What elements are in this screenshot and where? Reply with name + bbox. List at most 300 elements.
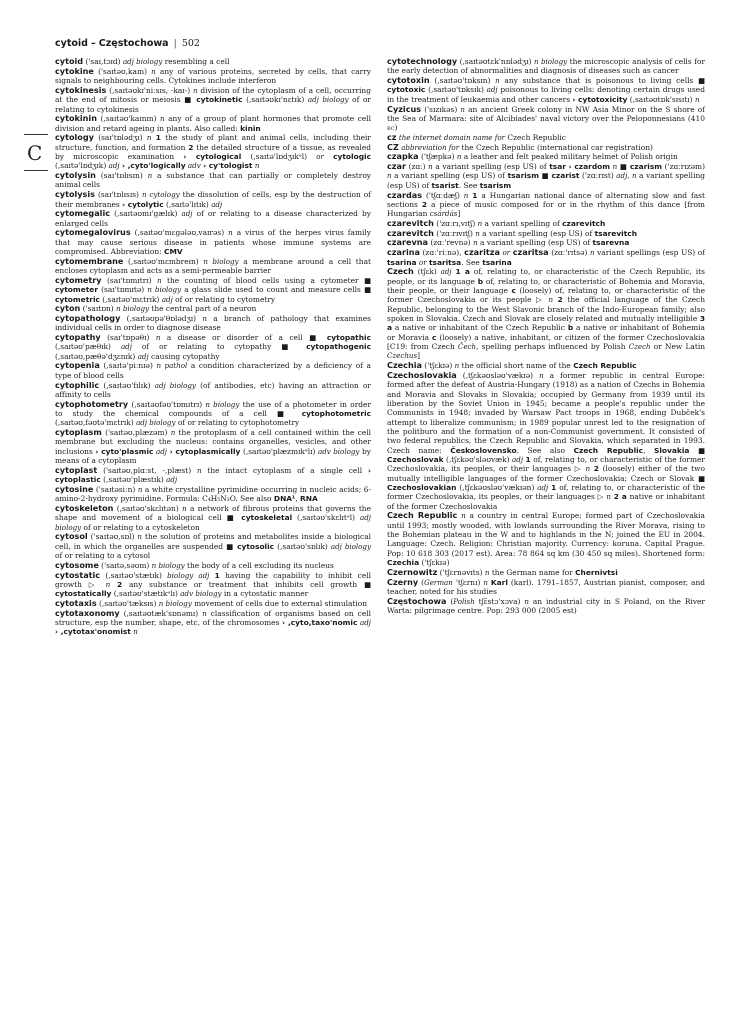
definition-text: (tʃɛk) [413,267,441,277]
bold-term: ■ cytophotometric [276,408,371,418]
definition-text: movement of cells due to external stimulation [191,598,368,608]
bold-term: Československo [450,445,517,455]
label: adj [137,351,149,361]
definition-text: the solution of proteins and metabolites inside a biological cell, in which the organelles are suspended [55,532,372,551]
definition-text: a membrane around a cell that encloses cytoplasm and acts as a semi-permeable barrier [55,256,371,276]
label: adj biology [55,513,371,532]
headword: cytopathy [55,332,101,343]
label: adj, n [616,171,637,181]
definition-text: (zɑː'riːnə), [419,248,465,258]
definition-text: (,saɪtəʊfəʊ'tɒmɪtrɪ) [128,399,206,409]
label: adj [156,446,168,456]
label: n biology [151,560,185,570]
definition-text: ('tʃɛkɪə) [421,361,455,371]
label: or [316,152,324,161]
definition-text: the protoplasm of a cell contained within the cell membrane but excluding the nucleus: contains organelles, vesicles, and other inclusions [55,428,371,456]
bold-term: 2 [557,295,563,305]
dictionary-entry [55,381,371,400]
headword: cytotechnology [387,56,458,66]
definition-text: ('saɪtəʊ,sɒl) [87,532,138,542]
label: n [524,596,529,606]
headword: Czech [387,266,414,277]
definition-text: of or relating to a disease characterized by enlarged cells [55,209,371,228]
definition-text: a glass slide used to count and measure cells [181,285,364,295]
definition-text: (,saɪtəʊ'tɒksɪn) [429,76,496,86]
dictionary-entry [55,133,371,170]
definition-text: (,saɪtəʊ'plæzmɪkᵊlɪ) [240,446,318,456]
label: adj biology [154,380,196,390]
left-column [55,57,371,637]
label: adv biology [318,446,360,456]
headword: cytotoxin [387,75,430,86]
definition-text: (zɑː) [405,162,429,172]
dictionary-entry [387,597,705,616]
label: n [694,94,700,104]
definition-text: (,tʃɛkəʊsləʊ'vækɪə) [456,370,540,380]
definition-text: (,saɪtəʊtɒk'sɪsɪtɪ) [627,94,695,104]
bold-term: ■ cytotoxic [387,76,705,95]
bold-term: CMV [164,247,183,256]
definition-text: of or relating to cytometry [172,294,276,304]
definition-text: a substance that can partially or completely destroy animal cells [55,171,371,190]
definition-text: a condition characterized by a deficiency of a type of blood cells [55,361,371,380]
label: n [585,464,591,474]
definition-text: (,saɪtə'lɒdʒɪk) [55,161,109,171]
definition-text: ('saɪtəʊ,plæzəm) [101,428,171,438]
definition-text: any substance or treatment that inhibits cell growth [122,579,364,589]
headword: cytoid [55,56,84,66]
definition-text: ('saɪtəsiːn) [93,484,138,494]
bold-term: cytologic [333,152,371,161]
definition-text: (,saɪtəʊ'mɛmbreɪn) [123,256,204,266]
definition-text: of or relating to cytophotometry [175,418,300,428]
bold-term: DNA¹ [273,494,296,504]
label: n [477,218,483,228]
dictionary-entry [55,428,371,465]
bold-term: ■ cytostatically [55,579,371,599]
headword: cytopenia [55,360,100,371]
headword: cytokinesis [55,84,107,95]
definition-text: of, relating to, or characteristic of the Czech Republic, its people, or its language [387,267,705,286]
dictionary-entry [387,568,705,577]
definition-text: ('tʃæpkə) [418,152,457,162]
definition-text: an industrial city in S Poland, on the River Warta: pilgrimage centre. Pop: 293 000 (2005 est) [387,596,705,615]
definition-text: or New Latin [650,342,705,351]
label: adj biology [307,95,349,105]
label: adj [512,454,524,464]
definition-text: resembling a cell [162,57,230,66]
dictionary-entry [55,504,371,532]
dictionary-entry [387,229,705,238]
header-last-word: Częstochowa [98,38,169,49]
definition-text: (loosely) either of the two mutually intelligible languages of the former Czechoslovakia; Czech or Slovak [387,464,705,483]
label: n [146,133,152,143]
dictionary-entry [387,191,705,219]
bold-term: RNA [300,494,318,504]
headword: cytomembrane [55,255,124,266]
bold-term: czarevitch [562,218,606,228]
headword: cytology [55,132,94,143]
bold-term: ■ czarist [541,171,580,181]
label: adj [161,294,173,304]
label: adv [187,161,201,171]
label: adj [537,482,549,492]
headword: Czernowitz [387,566,438,577]
definition-text: a variant spelling (esp US) of [479,228,595,238]
definition-text: a variant spelling (esp US) of [391,171,508,181]
dictionary-entry [387,76,705,104]
definition-text: poisonous to living cells: denoting certain drugs used in the treatment of leukaemia and other cancers [387,85,705,104]
definition-text: ] [417,351,421,361]
bold-term: Czechia [387,558,420,568]
definition-text: a variant spelling of [482,218,563,228]
definition-text: . See [461,257,483,267]
headword: cytometry [55,274,102,285]
definition-text: (,saɪtəʊkɪ'niːsɪs, -kaɪ-) [106,85,193,95]
label: n [182,503,187,513]
bold-term: ■ cytoskeletal [226,513,293,523]
headword: cytomegalic [55,208,111,219]
label: adj biology [136,418,176,428]
label: n biology [203,256,239,266]
definition-text: a native or inhabitant of the Czech Republic [392,323,568,333]
label: adj [486,85,498,95]
headword: czapka [387,151,419,162]
headword: cytopathology [55,312,121,323]
dictionary-entry [55,114,371,133]
dictionary-entry [387,152,705,161]
label: n [548,295,554,305]
headword: cytostatic [55,569,101,580]
definition-text: (,saɪtə'lɪtɪk) [163,199,212,209]
definition-text: a branch of pathology that examines individual cells in order to diagnose disease [55,313,371,333]
definition-text: a variant spelling (esp US) of [432,162,550,172]
bold-term: ■ cytopathic [309,333,371,343]
bold-term: 1 [155,133,161,143]
headword: cytolysis [55,189,95,200]
dictionary-entry [387,133,705,142]
bold-term: b [477,276,484,286]
definition-text: causing cytopathy [148,351,220,361]
label: n cytology [141,190,180,200]
definition-text: (,saɪtəʊ'plæstɪk) [100,475,167,485]
definition-text: (saɪ'tɒmɪtə) [97,285,148,295]
headword: cytokine [55,65,94,76]
definition-text: the microscopic analysis of cells for the early detection of abnormalities and diagnosis of diseases such as cancer [387,57,706,76]
bold-term: ■ cytometric [55,285,371,304]
letter-tab-rule-top [24,134,48,135]
bold-term: Chernivtsi [575,567,618,577]
label: adj [181,209,193,219]
definition-text: ('saɪtə,səʊm) [98,560,152,570]
label: n [606,492,611,502]
bold-term: 1 [472,190,478,200]
dictionary-entry [55,171,371,190]
label: adj [120,342,132,352]
label: n [170,428,176,438]
headword: CZ [387,141,399,152]
label: n biology [534,57,568,66]
label: n [202,313,207,323]
definition-text: (zɑː'revnə) [427,238,474,248]
definition-text: (,saɪtəʊ'pæθɪk) [55,342,121,352]
definition-text: ('tʃɛkɪə) [419,558,450,568]
dictionary-entry [55,609,371,637]
definition-text: any of various proteins, secreted by cells, that carry signals to neighbouring cells. Cytokines include interferon [55,66,371,86]
bold-term: › ,cytotax'onomist [55,627,131,637]
definition-text: a native or inhabitant of Bohemia or Moravia [387,323,705,342]
definition-text: a disease or disorder of a cell [160,333,310,343]
definition-text: ('sɪzɪkəs) [421,104,461,114]
dictionary-entry [55,466,371,485]
headword: czar [387,161,406,172]
bold-term: 1 [214,570,220,580]
definition-text: of or relating to cytopathy [131,342,282,352]
label: n [228,228,233,238]
definition-text: Czech Republic [505,132,566,142]
bold-term: tsaritsa [428,257,462,267]
label: adj [108,161,120,171]
dictionary-entry [55,532,371,560]
definition-text: (,saɪtəʊ'kaɪnɪn) [96,114,161,124]
headword: cytomegalovirus [55,227,131,238]
definition-text: (zɑː'rɪtsə) [548,248,590,258]
header-separator: | [173,38,177,49]
definition-text: any substance that is poisonous to living cells [499,76,698,86]
headword: czarevitch [387,227,434,238]
definition-text: (,saɪtə'piːnɪə) [99,361,157,371]
label: n [428,162,433,172]
label: n [539,370,544,380]
definition-text: of, relating to, or characteristic of the former Czechoslovakia, its peoples, or their languages ▷ [387,482,705,502]
bold-term: ■ cytosolic [226,541,275,551]
headword: cz [387,131,397,142]
label: Czech [628,342,651,351]
header-dash: – [90,38,96,49]
label: n biology [116,304,150,314]
definition-text: division of the cytoplasm of a cell, occurring at the end of mitosis or meiosis [55,85,371,105]
bold-term: 2 a [613,492,627,502]
definition-text: ('zɑːrɪzəm) [662,162,705,172]
definition-text [689,446,698,455]
label: n biology [158,598,192,608]
label: n [473,238,478,248]
label: n [202,608,207,618]
bold-term: › cyto'plasmic [95,446,154,456]
definition-text: (saɪ'tɒlɪsɪn) [95,171,148,181]
definition-text: ) [394,123,398,133]
bold-term: Czech Republic [573,445,644,455]
headword: Czerny [387,576,419,587]
definition-text: the German name for [489,567,576,577]
bold-term: tsarist [431,180,459,190]
bold-term: 2 [421,199,428,209]
header-first-word: cytoid [55,38,88,49]
label: adj [360,618,371,628]
definition-text: (,saɪtəʊ,pæθə'dʒɛnɪk) [55,351,138,361]
bold-term: ■ czarism [619,162,663,172]
label: n [589,248,595,258]
label: n [196,465,202,475]
definition-text: classification of organisms based on cell structure, esp the number, shape, etc, of the chromosomes [55,608,372,628]
label: adj [166,475,178,485]
bold-term: tsar [549,162,566,172]
definition-text: of or relating to a cytoskeleton [81,522,200,532]
definition-text: (,saɪtəʊ'stætɪk) [100,570,168,580]
headword: Czechia [387,360,422,371]
small-caps: bc [387,123,395,133]
definition-text: variant spellings (esp US) of [594,248,706,258]
definition-text: (,saɪtəʊ'fɪlɪk) [99,380,155,390]
dictionary-entry [55,276,371,304]
label: abbreviation for [401,142,460,152]
bold-term: b [567,323,574,333]
label: n [133,627,138,637]
definition-text: , [295,494,301,504]
definition-text: the dissolution of cells, esp by the destruction of their membranes [55,190,372,209]
label: adj [440,267,452,277]
definition-text: (saɪ'tɒpəθɪ) [100,333,156,343]
definition-text: (,saɪtəʊ'tɒksɪk) [425,85,487,95]
dictionary-entry [387,57,705,76]
bold-term: tsarina [482,257,512,267]
definition-text: a variant spelling (esp US) of [477,238,593,248]
dictionary-entry [387,371,705,511]
definition-text: by means of a cytoplasm [55,446,371,466]
definition-text: (,saɪtə'lɒdʒɪkᵊl) [241,152,317,161]
definition-text: ( [418,577,425,587]
label: adj biology [330,541,371,551]
headword: cytosol [55,531,88,542]
dictionary-entry [387,105,705,133]
label: n [463,190,469,200]
dictionary-entry [55,400,371,428]
definition-text: the official language of the Czech Republic, belonging to the West Slavonic branch of the Indo-European family; also spoken in Slovakia. Czech and Slovak are closely related and mutually intelligible [387,295,705,323]
definition-text: of or relating to cytokinesis [55,95,371,114]
bold-term: tsarism [479,180,512,190]
definition-text: having the capability to inhibit cell growth ▷ [55,570,371,589]
label: adv biology [180,589,222,599]
dictionary-entry [387,143,705,152]
definition-text: any of a group of plant hormones that promote cell division and retard ageing in plants. Also called: [55,114,371,133]
dictionary-entry [55,67,371,86]
bold-term: tsarevna [592,238,630,248]
label: n [155,333,161,343]
headword: Cyzicus [387,103,422,114]
bold-term: 1 [551,482,557,492]
definition-text: ('tʃɑːdæʃ) [422,190,464,200]
label: n [456,152,462,162]
bold-term: › cytoplasmically [169,446,241,456]
label: adj biology [122,57,163,66]
dictionary-entry [55,561,371,570]
definition-text: a Hungarian national dance of alternating slow and fast sections [387,190,705,209]
definition-text: (,tʃɛkəʊ'sləʊvæk) [443,454,513,464]
definition-text: (,saɪtəʊpə'θɒlədʒɪ) [120,313,203,323]
definition-text: the Czech Republic (international car registration) [459,142,653,152]
label: n [105,579,111,589]
definition-text [110,580,117,589]
label: n biology [205,399,240,409]
definition-text: of, relating to, or characteristic of the former Czechoslovakia, its peoples, or their languages ▷ [387,454,705,474]
headword: cytoplasm [55,427,102,438]
definition-text: ('zɑːrɪ,vɪtʃ) [433,218,478,228]
definition-text: a network of fibrous proteins that governs the shape and movement of a biological cell [55,503,372,523]
label: n [160,114,165,124]
definition-text: ( [446,596,454,606]
bold-term: tsarism [507,171,539,181]
headword: cytolysin [55,170,96,181]
dictionary-entry [55,86,371,114]
definition-text: (saɪ'tɒmɪtrɪ) [101,275,157,285]
definition-text: ('zɑːrɪst) [579,171,617,181]
bold-term: ■ Czechoslovakian [387,473,705,492]
bold-term: 2 [117,579,123,589]
bold-term: ■ Czechoslovak [387,445,705,464]
label: n [387,171,392,181]
dictionary-entry [387,511,705,567]
headword: cytotaxonomy [55,607,120,618]
bold-term: Karl [490,577,508,587]
letter-tab: C [27,141,43,165]
definition-text: (,saɪtəʊ'stætɪkᵊlɪ) [111,589,181,599]
headword: Częstochowa [387,595,447,606]
definition-text: the counting of blood cells using a cytometer [161,275,364,285]
bold-term: ■ cytopathogenic [281,342,371,352]
definition-text [324,152,333,161]
bold-term: 2 [188,142,194,152]
definition-text: the official short name of the [459,361,574,371]
label: n pathol [156,361,188,371]
definition-text: (karl). 1791–1857, Austrian pianist, composer, and teacher, noted for his studies [387,577,705,596]
dictionary-entry [55,314,371,333]
label: Czechus [387,351,418,361]
label: biology adj [167,570,210,580]
headword: cytosome [55,559,99,570]
letter-tab-rule-bottom [24,170,48,171]
definition-text: (,saɪtəʊ'mɛgələʊ,vaɪrəs) [130,228,229,238]
headword: Czechoslovakia [387,369,457,380]
bold-term: 2 [593,464,599,474]
dictionary-entry [55,228,371,256]
definition-text: the intact cytoplasm of a single cell [201,465,368,475]
headword: czardas [387,189,423,200]
definition-text: a white crystalline pyrimidine occurring in nucleic acids; 6-amino-2-hydroxy pyrimidine. Formula: C₄H₅N₃O. See also [55,484,371,504]
headword: cytoplast [55,464,98,475]
dictionary-entry [55,257,371,276]
bold-term: › ,cyto'logically [121,161,186,171]
bold-term: Czech Republic [573,361,637,371]
definition-text: the central part of a neuron [149,304,257,314]
definition-text: , spelling perhaps influenced by Polish [476,342,629,351]
dictionary-entry [55,57,371,66]
bold-term: › ,cyto,taxo'nomic [282,618,358,628]
label: n [156,275,162,285]
label: n [147,171,153,181]
bold-term: c [431,332,437,342]
dictionary-entry [387,267,705,360]
definition-text: (,saɪtəʊ,fəʊtə'mɛtrɪk) [55,418,137,428]
bold-term: › cytoplastic [55,465,371,485]
definition-text: ('zɑːrɪvɪtʃ) [433,228,476,238]
bold-term: c [511,285,516,295]
dictionary-entry [55,571,371,599]
definition-text: in a cytostatic manner [221,589,309,599]
definition-text: (saɪ'tɒlɪsɪs) [94,190,142,200]
label: n [192,85,198,95]
label: n [484,567,490,577]
label: or [502,248,511,258]
